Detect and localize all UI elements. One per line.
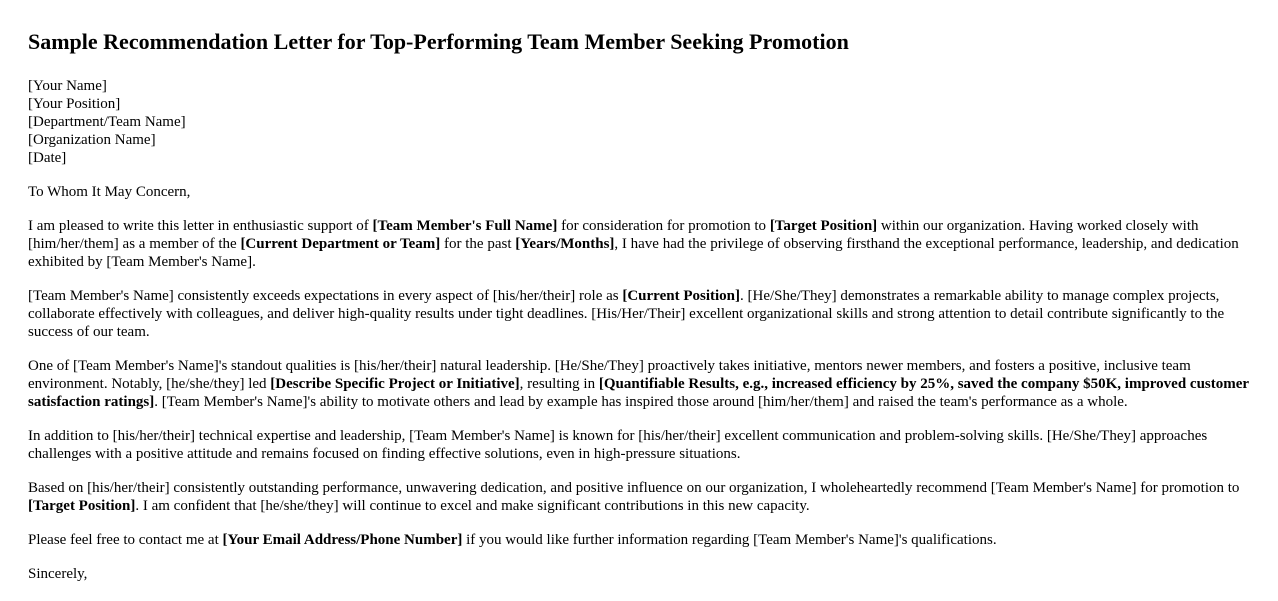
salutation: To Whom It May Concern, bbox=[28, 184, 191, 200]
paragraph-leadership bbox=[28, 357, 1254, 411]
text-run: One of [Team Member's Name]'s standout qualities is [his/her/their] natural leadership. [He/She/They] proactively takes initiative, mentors newer members, and fosters a positive, inclusive team environment. Notably, [he/she/they] led bbox=[28, 358, 1191, 392]
sender-department: [Department/Team Name] bbox=[28, 114, 186, 130]
placeholder-team-member-full-name: [Team Member's Full Name] bbox=[372, 218, 558, 234]
placeholder-current-department: [Current Department or Team] bbox=[240, 236, 441, 252]
sender-date: [Date] bbox=[28, 150, 67, 166]
paragraph-performance bbox=[28, 287, 1254, 341]
paragraph-contact bbox=[28, 531, 1254, 549]
text-run: if you would like further information regarding [Team Member's Name]'s qualifications. bbox=[462, 532, 997, 548]
sender-organization: [Organization Name] bbox=[28, 132, 156, 148]
placeholder-current-position: [Current Position] bbox=[622, 288, 740, 304]
document-title: Sample Recommendation Letter for Top-Performing Team Member Seeking Promotion bbox=[28, 29, 849, 54]
text-run: . I am confident that [he/she/they] will continue to excel and make significant contributions in this new capacity. bbox=[135, 498, 810, 514]
text-run: I am pleased to write this letter in enthusiastic support of bbox=[28, 218, 373, 234]
placeholder-years-months: [Years/Months] bbox=[515, 236, 615, 252]
text-run: , I have had the privilege of observing firsthand the exceptional performance, leadership, and dedication exhibited by [Team Member's Name]. bbox=[28, 236, 1239, 270]
text-run: . [Team Member's Name]'s ability to motivate others and lead by example has inspired those around [him/her/them] and raised the team's performance as a whole. bbox=[154, 394, 1128, 410]
text-run: . [He/She/They] demonstrates a remarkable ability to manage complex projects, collaborate effectively with colleagues, and deliver high-quality results under tight deadlines. [His/Her/Their] excellent organizational skills and strong attention to detail contribute significantly to the success of our team. bbox=[28, 288, 1225, 340]
text-run: within our organization. Having worked closely with [him/her/them] as a member of the bbox=[28, 218, 1199, 252]
text-run: , resulting in bbox=[519, 376, 599, 392]
sender-block bbox=[28, 77, 1254, 167]
text-run: Based on [his/her/their] consistently outstanding performance, unwavering dedication, and positive influence on our organization, I wholeheartedly recommend [Team Member's Name] for promotion to bbox=[28, 480, 1240, 496]
placeholder-specific-project: [Describe Specific Project or Initiative] bbox=[270, 376, 520, 392]
paragraph-recommendation bbox=[28, 479, 1254, 515]
paragraph-intro bbox=[28, 217, 1254, 271]
placeholder-target-position: [Target Position] bbox=[28, 498, 136, 514]
sender-position: [Your Position] bbox=[28, 96, 121, 112]
placeholder-contact-info: [Your Email Address/Phone Number] bbox=[222, 532, 463, 548]
text-run: Please feel free to contact me at bbox=[28, 532, 223, 548]
placeholder-quantifiable-results: [Quantifiable Results, e.g., increased efficiency by 25%, saved the company $50K, improved customer satisfaction ratings] bbox=[28, 376, 1249, 410]
closing: Sincerely, bbox=[28, 566, 88, 582]
paragraph-skills: In addition to [his/her/their] technical expertise and leadership, [Team Member's Name] is known for [his/her/their] excellent communication and problem-solving skills. [He/She/They] approaches challenges with a positive attitude and remains focused on finding effective solutions, even in high-pressure situations. bbox=[28, 428, 1208, 462]
text-run: [Team Member's Name] consistently exceeds expectations in every aspect of [his/her/their] role as bbox=[28, 288, 623, 304]
placeholder-target-position: [Target Position] bbox=[769, 218, 878, 234]
text-run: for consideration for promotion to bbox=[557, 218, 770, 234]
sender-name: [Your Name] bbox=[28, 78, 107, 94]
text-run: for the past bbox=[440, 236, 516, 252]
